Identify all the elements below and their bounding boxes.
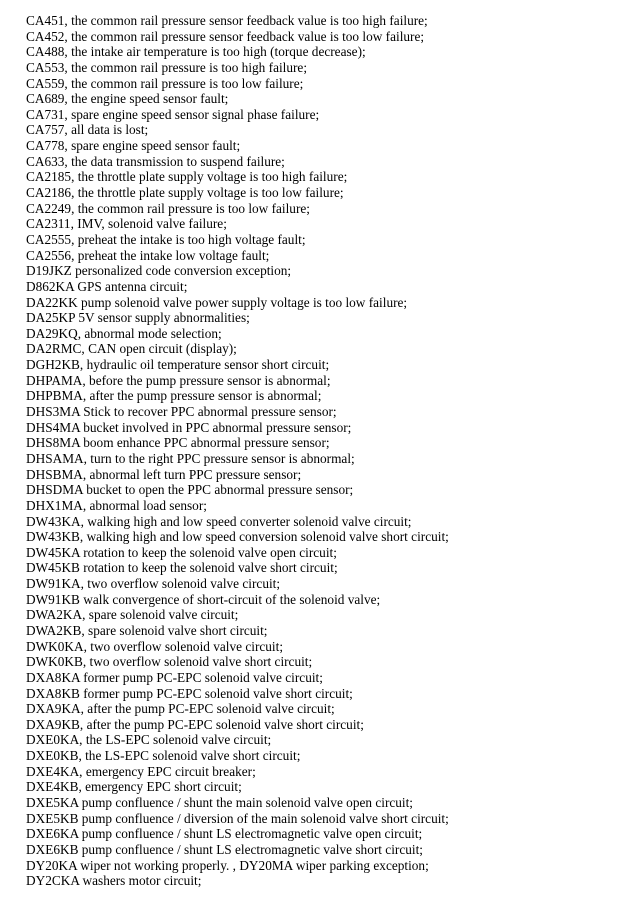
fault-code-line: DHS3MA Stick to recover PPC abnormal pressure sensor; bbox=[26, 404, 337, 420]
fault-code-line: DA25KP 5V sensor supply abnormalities; bbox=[26, 310, 250, 326]
fault-code-line: CA2311, IMV, solenoid valve failure; bbox=[26, 216, 227, 232]
fault-code-line: DHX1MA, abnormal load sensor; bbox=[26, 497, 207, 513]
fault-code-line: DHSBMA, abnormal left turn PPC pressure sensor; bbox=[26, 466, 302, 482]
fault-code-line: CA553, the common rail pressure is too high failure; bbox=[26, 59, 308, 75]
fault-code-line: DWK0KB, two overflow solenoid valve short circuit; bbox=[26, 654, 313, 670]
fault-code-line: CA633, the data transmission to suspend failure; bbox=[26, 153, 285, 169]
fault-code-line: DWK0KA, two overflow solenoid valve circuit; bbox=[26, 638, 284, 654]
fault-code-line: DXE4KB, emergency EPC short circuit; bbox=[26, 779, 242, 795]
fault-code-line: D19JKZ personalized code conversion exception; bbox=[26, 263, 292, 279]
fault-code-line: DHS4MA bucket involved in PPC abnormal pressure sensor; bbox=[26, 419, 352, 435]
fault-code-line: CA757, all data is lost; bbox=[26, 122, 149, 138]
fault-code-line: DXA9KA, after the pump PC-EPC solenoid valve circuit; bbox=[26, 701, 335, 717]
fault-code-line: CA2186, the throttle plate supply voltage is too low failure; bbox=[26, 185, 344, 201]
fault-code-line: DXA8KA former pump PC-EPC solenoid valve circuit; bbox=[26, 669, 323, 685]
fault-code-line: CA488, the intake air temperature is too high (torque decrease); bbox=[26, 44, 366, 60]
fault-code-line: DY2CKA washers motor circuit; bbox=[26, 873, 202, 889]
fault-code-line: CA559, the common rail pressure is too low failure; bbox=[26, 75, 304, 91]
fault-code-line: DHSDMA bucket to open the PPC abnormal pressure sensor; bbox=[26, 482, 354, 498]
fault-code-line: DXA9KB, after the pump PC-EPC solenoid valve short circuit; bbox=[26, 716, 364, 732]
fault-code-line: CA2555, preheat the intake is too high voltage fault; bbox=[26, 231, 306, 247]
fault-code-line: D862KA GPS antenna circuit; bbox=[26, 278, 188, 294]
fault-code-list bbox=[26, 13, 626, 889]
fault-code-line: DW91KB walk convergence of short-circuit of the solenoid valve; bbox=[26, 591, 381, 607]
fault-code-line: DHPAMA, before the pump pressure sensor is abnormal; bbox=[26, 372, 331, 388]
fault-code-line: DGH2KB, hydraulic oil temperature sensor short circuit; bbox=[26, 357, 330, 373]
fault-code-line: CA2185, the throttle plate supply voltage is too high failure; bbox=[26, 169, 348, 185]
fault-code-line: CA689, the engine speed sensor fault; bbox=[26, 91, 229, 107]
fault-code-line: DHPBMA, after the pump pressure sensor is abnormal; bbox=[26, 388, 322, 404]
fault-code-line: CA451, the common rail pressure sensor feedback value is too high failure; bbox=[26, 13, 428, 28]
fault-code-line: DW43KB, walking high and low speed conversion solenoid valve short circuit; bbox=[26, 529, 449, 545]
fault-code-line: CA452, the common rail pressure sensor feedback value is too low failure; bbox=[26, 28, 425, 44]
fault-code-line: CA2556, preheat the intake low voltage fault; bbox=[26, 247, 270, 263]
fault-code-line: DW45KB rotation to keep the solenoid valve short circuit; bbox=[26, 560, 338, 576]
fault-code-line: DA22KK pump solenoid valve power supply voltage is too low failure; bbox=[26, 294, 408, 310]
fault-code-line: DXE6KA pump confluence / shunt LS electromagnetic valve open circuit; bbox=[26, 826, 423, 842]
fault-code-line: DW43KA, walking high and low speed converter solenoid valve circuit; bbox=[26, 513, 412, 529]
fault-code-line: DW91KA, two overflow solenoid valve circuit; bbox=[26, 576, 281, 592]
fault-code-line: CA2249, the common rail pressure is too low failure; bbox=[26, 200, 310, 216]
fault-code-line: DXE4KA, emergency EPC circuit breaker; bbox=[26, 763, 256, 779]
fault-code-line: DXA8KB former pump PC-EPC solenoid valve short circuit; bbox=[26, 685, 353, 701]
fault-code-line: DXE0KB, the LS-EPC solenoid valve short circuit; bbox=[26, 748, 301, 764]
fault-code-line: DA2RMC, CAN open circuit (display); bbox=[26, 341, 237, 357]
fault-code-line: DWA2KA, spare solenoid valve circuit; bbox=[26, 607, 239, 623]
fault-code-line: DHSAMA, turn to the right PPC pressure sensor is abnormal; bbox=[26, 450, 355, 466]
fault-code-line: DXE6KB pump confluence / shunt LS electromagnetic valve short circuit; bbox=[26, 841, 423, 857]
fault-code-line: DHS8MA boom enhance PPC abnormal pressure sensor; bbox=[26, 435, 330, 451]
fault-code-line: DXE5KB pump confluence / diversion of the main solenoid valve short circuit; bbox=[26, 810, 449, 826]
fault-code-line: CA778, spare engine speed sensor fault; bbox=[26, 138, 241, 154]
fault-code-line: DA29KQ, abnormal mode selection; bbox=[26, 325, 222, 341]
fault-code-line: CA731, spare engine speed sensor signal phase failure; bbox=[26, 106, 320, 122]
fault-code-line: DWA2KB, spare solenoid valve short circuit; bbox=[26, 622, 268, 638]
fault-code-line: DY20KA wiper not working properly. , DY20MA wiper parking exception; bbox=[26, 857, 429, 873]
fault-code-line: DXE0KA, the LS-EPC solenoid valve circuit; bbox=[26, 732, 272, 748]
fault-code-line: DXE5KA pump confluence / shunt the main solenoid valve open circuit; bbox=[26, 795, 413, 811]
fault-code-line: DW45KA rotation to keep the solenoid valve open circuit; bbox=[26, 544, 337, 560]
